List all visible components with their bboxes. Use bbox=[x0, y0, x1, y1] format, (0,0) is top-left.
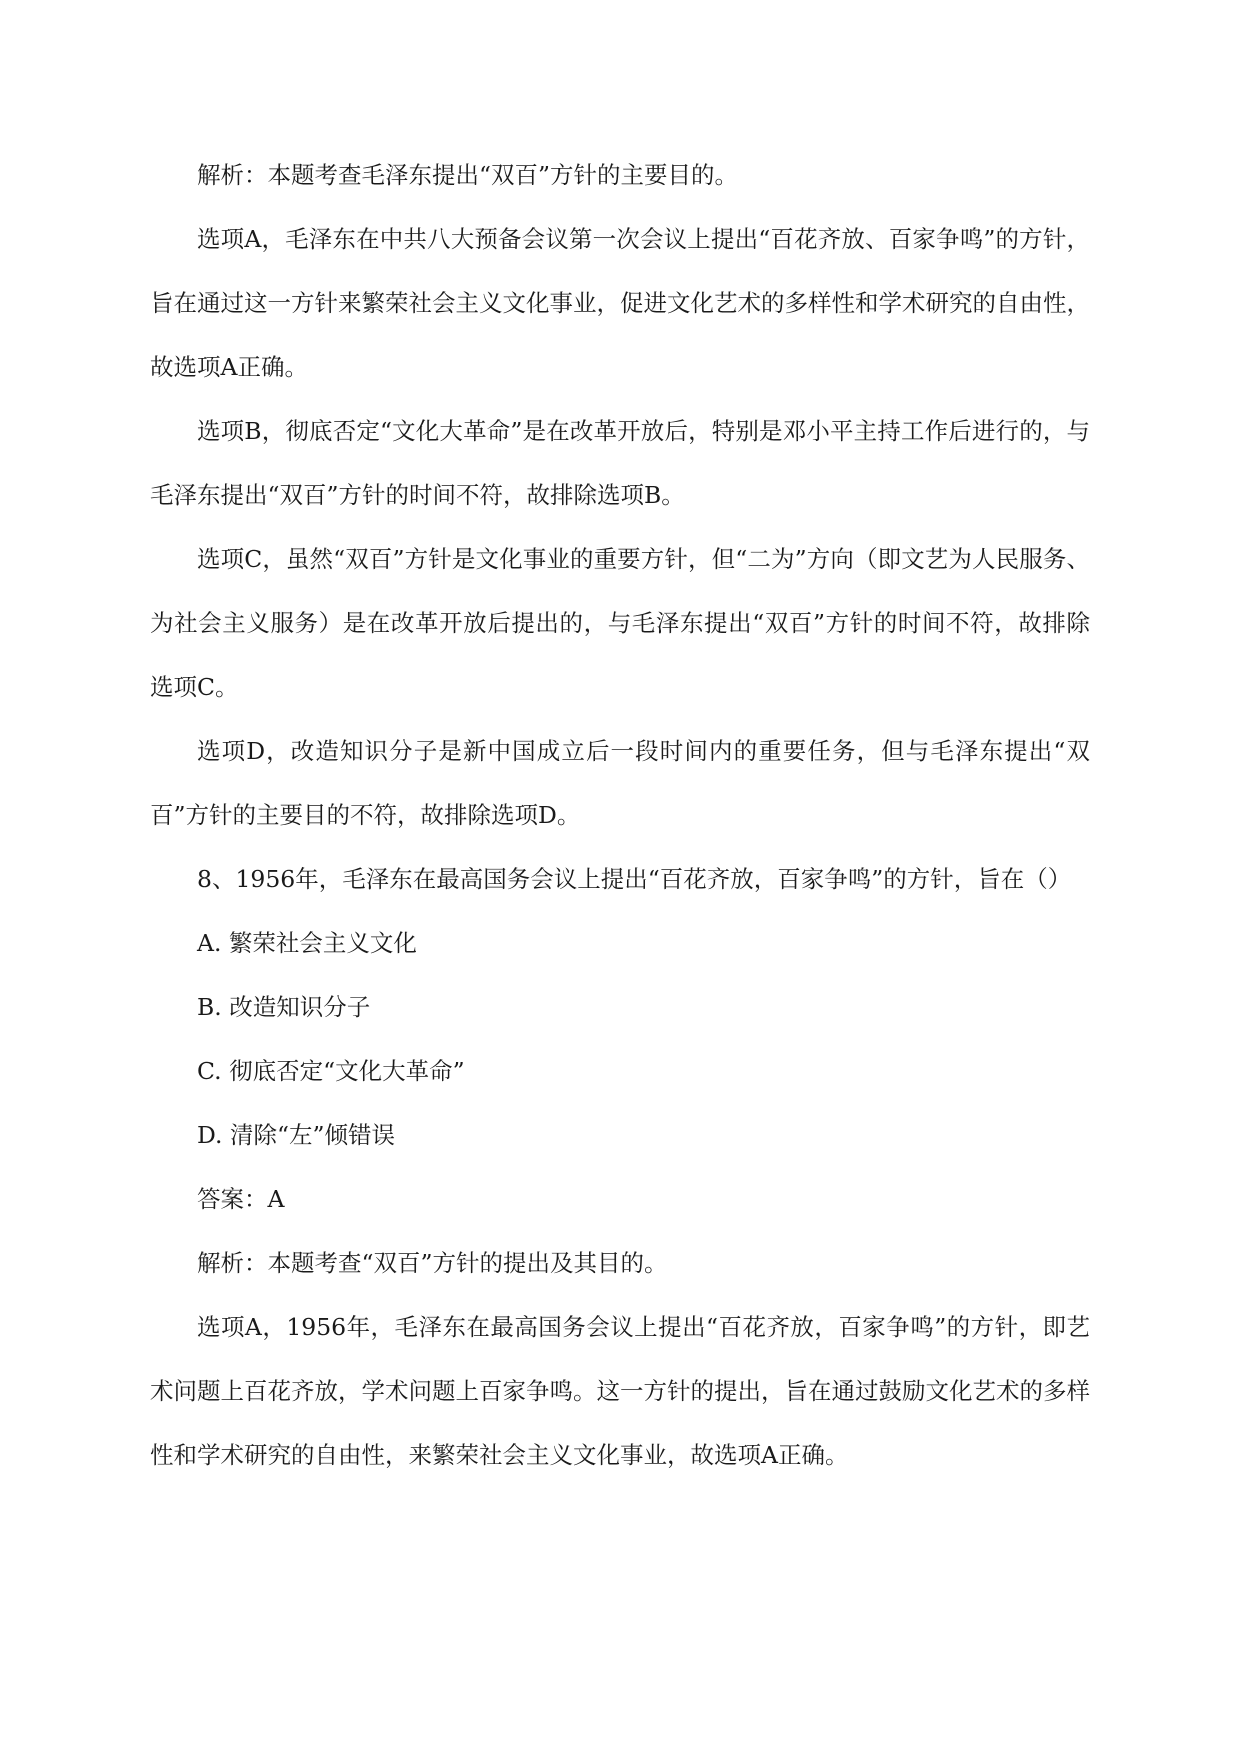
choice-b: B. 改造知识分子 bbox=[197, 993, 371, 1021]
option-a-explanation-1: 选项A，毛泽东在中共八大预备会议第一次会议上提出“百花齐放、百家争鸣”的方针，旨在通过这一方针来繁荣社会主义文化事业，促进文化艺术的多样性和学术研究的自由性，故选项A正确。 bbox=[150, 225, 1090, 381]
document-page bbox=[150, 143, 1090, 1487]
option-c-explanation-1: 选项C，虽然“双百”方针是文化事业的重要方针，但“二为”方向（即文艺为人民服务、为社会主义服务）是在改革开放后提出的，与毛泽东提出“双百”方针的时间不符，故排除选项C。 bbox=[150, 545, 1090, 701]
choice-a: A. 繁荣社会主义文化 bbox=[197, 929, 417, 957]
choice-d: D. 清除“左”倾错误 bbox=[197, 1121, 395, 1149]
option-d-explanation-1: 选项D，改造知识分子是新中国成立后一段时间内的重要任务，但与毛泽东提出“双百”方针的主要目的不符，故排除选项D。 bbox=[150, 737, 1090, 829]
analysis-heading-1: 解析：本题考查毛泽东提出“双百”方针的主要目的。 bbox=[197, 161, 739, 189]
question-8: 8、1956年，毛泽东在最高国务会议上提出“百花齐放，百家争鸣”的方针，旨在（） bbox=[197, 865, 1072, 893]
option-b-explanation-1: 选项B，彻底否定“文化大革命”是在改革开放后，特别是邓小平主持工作后进行的，与毛泽东提出“双百”方针的时间不符，故排除选项B。 bbox=[150, 417, 1090, 509]
answer: 答案：A bbox=[197, 1185, 285, 1213]
option-a-explanation-2: 选项A，1956年，毛泽东在最高国务会议上提出“百花齐放，百家争鸣”的方针，即艺术问题上百花齐放，学术问题上百家争鸣。这一方针的提出，旨在通过鼓励文化艺术的多样性和学术研究的自由性，来繁荣社会主义文化事业，故选项A正确。 bbox=[150, 1313, 1090, 1469]
analysis-heading-2: 解析：本题考查“双百”方针的提出及其目的。 bbox=[197, 1249, 668, 1277]
choice-c: C. 彻底否定“文化大革命” bbox=[197, 1057, 465, 1085]
